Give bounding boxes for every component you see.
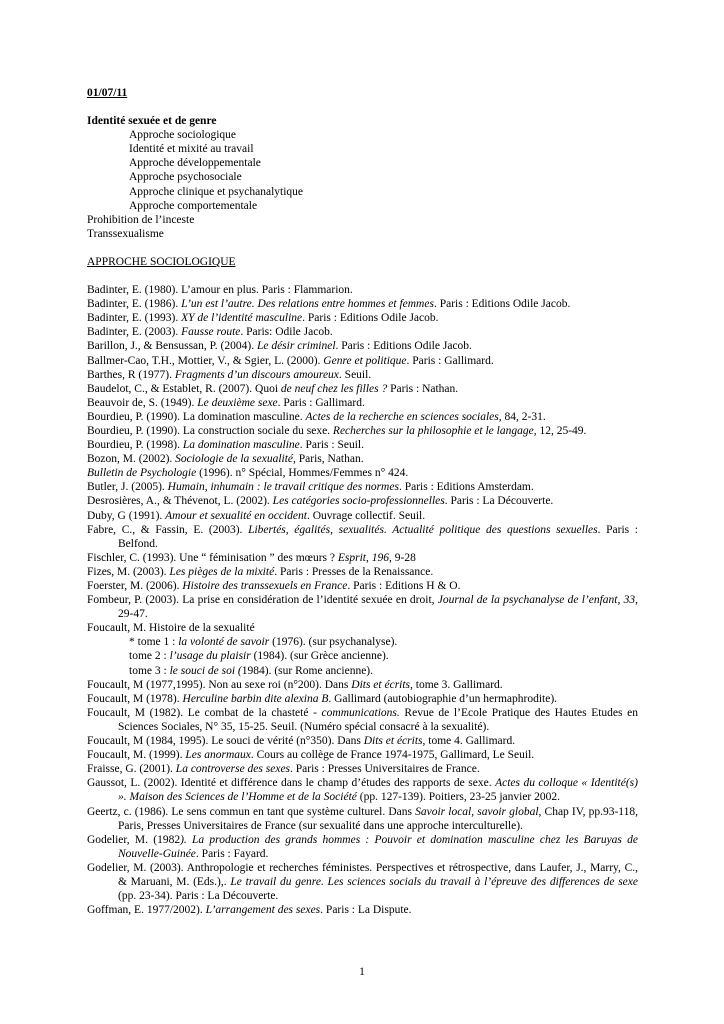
reference-segment: L’arrangement des sexes (205, 904, 321, 917)
section-heading: APPROCHE SOCIOLOGIQUE (87, 255, 236, 268)
reference-entry (87, 579, 638, 593)
reference-entry (87, 424, 638, 438)
toc-sub-item: Approche développementale (129, 157, 261, 170)
reference-segment: Sociologie de la sexualité (175, 453, 294, 466)
page-number: 1 (359, 966, 365, 978)
reference-segment: Goffman, E. 1977/2002). (87, 904, 206, 917)
reference-entry (87, 297, 638, 311)
reference-segment: Humain, inhumain : le travail critique des normes (167, 481, 399, 494)
reference-entry (87, 523, 638, 551)
reference-segment: . Paris : Gallimard. (406, 354, 494, 367)
reference-entry (87, 368, 638, 382)
reference-segment: , 9-28 (389, 551, 416, 564)
reference-segment: Bourdieu, P. (1998). (87, 439, 183, 452)
reference-segment: l’usage du plaisir (169, 650, 251, 663)
reference-segment: . Paris : La Dispute. (320, 904, 412, 917)
reference-entry (87, 480, 638, 494)
reference-segment: Le deuxième sexe (197, 396, 278, 409)
reference-segment: . Paris : Belfond. (118, 523, 638, 550)
toc-sub-item: Identité et mixité au travail (129, 143, 254, 156)
reference-segment: . Paris : Seuil. (299, 439, 364, 452)
reference-segment: . Paris : Editions Odile Jacob. (302, 312, 439, 325)
reference-segment: . Paris : Gallimard. (277, 396, 365, 409)
reference-segment: Barillon, J., & Bensussan, P. (2004). (87, 340, 257, 353)
reference-entry (87, 325, 638, 339)
reference-segment: Foucault, M. (1999). (87, 749, 186, 762)
reference-segment: la volonté de savoir (178, 636, 270, 649)
reference-entry (87, 354, 638, 368)
reference-entry (87, 621, 638, 635)
document-date: 01/07/11 (87, 87, 128, 99)
reference-segment: Les catégories socio-professionnelles (272, 495, 445, 508)
reference-segment: Libertés, égalités, sexualités. Actualité politique des questions sexuelles (248, 523, 598, 536)
reference-segment: , 84, 2-31. (498, 410, 546, 423)
toc-sub-item: Approche psychosociale (129, 171, 242, 184)
reference-segment: (pp. 127-139). Poitiers, 23-25 janvier 2002. (356, 791, 561, 804)
reference-segment: Paris : Nathan. (387, 382, 459, 395)
reference-segment: 1984). (sur Rome ancienne). (241, 664, 374, 677)
reference-segment: Geertz, c. (1986). Le sens commun en tant que système culturel. Dans (87, 805, 416, 818)
reference-entry (87, 861, 638, 903)
reference-segment: tome 2 : (129, 650, 170, 663)
reference-entry (87, 339, 638, 353)
reference-segment: Dits et écrits (351, 678, 411, 691)
reference-entry (87, 593, 638, 621)
reference-segment: Bourdieu, P. (1990). La domination masculine. (87, 410, 306, 423)
reference-segment: Foerster, M. (2006). (87, 580, 183, 592)
reference-segment: . Gallimard (autobiographie d’un hermaphrodite). (328, 692, 558, 705)
reference-segment: 196 (371, 551, 390, 564)
reference-segment: * tome 1 : (129, 636, 179, 649)
reference-segment: Revue de l’Ecole Pratique des Hautes Etudes en Sciences Sociales, N° 35, 15-25. Seuil. (Numéro spécial consacré à la sexualité). (118, 706, 638, 733)
reference-entry (87, 678, 638, 692)
reference-entry (87, 509, 638, 523)
reference-segment: Barthes, R (1977). (87, 368, 175, 381)
reference-entry (87, 776, 638, 804)
reference-segment: Dits et écrits (363, 735, 423, 748)
reference-segment: Fizes, M. (2003). (87, 565, 170, 578)
reference-segment: (pp. 23-34). Paris : La Découverte. (118, 890, 279, 903)
reference-segment: Baudelot, C., & Establet, R. (2007). Quoi (87, 382, 281, 395)
reference-segment: . Seuil. (338, 368, 372, 381)
toc-sub-item: Approche sociologique (129, 129, 236, 142)
reference-segment: Foucault, M (1978). (87, 692, 183, 705)
reference-segment: Bourdieu, P. (1990). La construction sociale du sexe. (87, 424, 333, 437)
reference-segment: Badinter, E. (1993). (87, 312, 182, 325)
reference-segment: Bulletin de Psychologie (87, 467, 197, 480)
reference-list (87, 283, 638, 635)
reference-segment: Savoir local, savoir global (415, 805, 539, 818)
reference-segment: Butler, J. (2005). (87, 481, 168, 494)
reference-segment: . Paris : Presses Universitaires de France. (290, 763, 480, 776)
reference-segment: Duby, G (1991). (87, 509, 166, 522)
reference-segment: , 12, 25-49. (533, 424, 587, 437)
reference-segment: Les pièges de la mixité (169, 565, 275, 578)
reference-segment: Les anormaux (185, 749, 251, 762)
reference-segment: . Paris : La Découverte. (444, 495, 554, 508)
reference-segment: , tome 4. Gallimard. (422, 735, 516, 748)
toc-item: Transsexualisme (87, 227, 164, 240)
reference-entry (87, 833, 638, 861)
reference-entry (87, 283, 638, 297)
reference-segment: , Chap IV, pp.93-118, Paris, Presses Universitaires de France (sur sexualité dans une approche interculturelle). (118, 805, 638, 832)
reference-segment: tome 3 : (129, 664, 170, 677)
reference-segment: . Paris : Fayard. (195, 847, 269, 860)
reference-segment: , Paris, Nathan. (293, 453, 364, 466)
reference-segment: Journal de la psychanalyse de l’enfant, 33 (437, 594, 636, 607)
toc-sub-list (87, 128, 638, 213)
reference-segment: Fausse route (181, 326, 241, 339)
volume-entry (87, 635, 638, 649)
toc-item: Prohibition de l’inceste (87, 213, 195, 226)
reference-segment: . Paris : Presses de la Renaissance. (274, 565, 434, 578)
reference-entry (87, 706, 638, 734)
toc-title: Identité sexuée et de genre (87, 115, 217, 128)
reference-list-continued (87, 678, 638, 918)
reference-segment: Beauvoir de, S. (1949). (87, 396, 198, 409)
reference-segment: XY de l’identité masculine (181, 312, 303, 325)
reference-segment: le souci de soi ( (169, 664, 242, 677)
reference-entry (87, 311, 638, 325)
reference-segment: Badinter, E. (1980). L’amour en plus. Paris : Flammarion. (87, 284, 353, 297)
reference-entry (87, 452, 638, 466)
reference-entry (87, 565, 638, 579)
toc-sub-item: Approche clinique et psychanalytique (129, 185, 304, 198)
reference-segment: , tome 3. Gallimard. (410, 678, 503, 691)
reference-segment: Badinter, E. (1986). (87, 298, 182, 311)
reference-entry (87, 692, 638, 706)
reference-segment: . Paris : Editions Odile Jacob. (433, 298, 571, 311)
reference-segment: Fischler, C. (1993). Une “ féminisation ” des mœurs ? (87, 551, 338, 564)
reference-segment: Histoire des transsexuels en France (182, 580, 348, 592)
volume-entry (87, 649, 638, 663)
reference-segment: Foucault, M. Histoire de la sexualité (87, 622, 255, 635)
reference-segment: Actes de la recherche en sciences sociales (305, 410, 499, 423)
reference-segment: La domination masculine (182, 439, 300, 452)
reference-segment: . Cours au collège de France 1974-1975, Gallimard, Le Seuil. (250, 749, 535, 762)
reference-segment: Actes du colloque « Identité(s) ». Maison des Sciences de l’Homme et de la Société (118, 777, 638, 804)
reference-segment: Ballmer-Cao, T.H., Mottier, V., & Sgier, L. (2000). (87, 354, 324, 367)
reference-segment: Godelier, M. (2003). Anthropologie et recherches féministes. Perspectives et rétrospective, dans Laufer, J., Marry, C., & Maruani, M. (Eds.),. (87, 861, 638, 888)
document-page (87, 86, 638, 917)
reference-entry (87, 410, 638, 424)
reference-entry (87, 466, 638, 480)
reference-segment: Foucault, M (1984, 1995). Le souci de vérité (n°350). Dans (87, 735, 364, 748)
reference-segment: Esprit (337, 551, 367, 564)
reference-entry (87, 748, 638, 762)
reference-entry (87, 805, 638, 833)
reference-entry (87, 551, 638, 565)
reference-entry (87, 494, 638, 508)
reference-segment: (1996). n° Spécial, Hommes/Femmes n° 424. (196, 467, 409, 480)
reference-segment: Fombeur, P. (2003). La prise en considération de l’identité sexuée en droit, (87, 594, 438, 607)
reference-segment: Fragments d’un discours amoureux (174, 368, 339, 381)
toc-sub-item: Approche comportementale (129, 199, 258, 212)
reference-segment: Le désir criminel (256, 340, 336, 353)
reference-segment: Genre et politique (323, 354, 407, 367)
reference-segment: Fabre, C., & Fassin, E. (2003). (87, 523, 249, 536)
reference-segment: de neuf chez les filles ? (280, 382, 388, 395)
reference-segment: Herculine barbin dite alexina B (182, 692, 329, 705)
foucault-volumes (87, 635, 638, 677)
reference-segment: . Paris : Editions Amsterdam. (398, 481, 534, 494)
reference-segment: (1976). (sur psychanalyse). (269, 636, 398, 649)
reference-segment: L’un est l’autre. Des relations entre hommes et femmes (181, 298, 434, 311)
reference-entry (87, 903, 638, 917)
reference-segment: Godelier, M. (1982 (87, 833, 181, 846)
volume-entry (87, 664, 638, 678)
reference-segment: (1984). (sur Grèce ancienne). (250, 650, 389, 663)
reference-segment: . Paris : Editions Odile Jacob. (335, 340, 472, 353)
toc-list (87, 213, 638, 241)
reference-segment: . Paris: Odile Jacob. (240, 326, 333, 339)
reference-segment: ). La production des grands hommes : Pouvoir et domination masculine chez les Baruyas de Nouvelle-Guinée (118, 833, 639, 860)
reference-segment: Recherches sur la philosophie et le langage (332, 424, 534, 437)
reference-segment: Amour et sexualité en occident (165, 509, 307, 522)
reference-segment: Gaussot, L. (2002). Identité et différence dans le champ d’études des rapports de sexe. (87, 777, 496, 790)
reference-segment: , (366, 551, 372, 564)
reference-segment: Le travail du genre. Les sciences socials du travail à l’épreuve des differences de sexe (230, 875, 638, 888)
reference-entry (87, 762, 638, 776)
reference-segment: communications. (321, 706, 400, 719)
reference-segment: Desrosières, A., & Thévenot, L. (2002). (87, 495, 273, 508)
reference-segment: La controverse des sexes (175, 763, 291, 776)
reference-segment: Foucault, M (1977,1995). Non au sexe roi (n°200). Dans (87, 678, 352, 691)
reference-entry (87, 382, 638, 396)
reference-segment: . Ouvrage collectif. Seuil. (306, 509, 426, 522)
reference-entry (87, 396, 638, 410)
reference-entry (87, 734, 638, 748)
reference-entry (87, 438, 638, 452)
reference-segment: Badinter, E. (2003). (87, 326, 182, 339)
reference-segment: Fraisse, G. (2001). (87, 763, 176, 776)
reference-segment: . Paris : Editions H & O. (347, 580, 461, 592)
reference-segment: Foucault, M (1982). Le combat de la chasteté - (87, 706, 322, 719)
reference-segment: Bozon, M. (2002). (87, 453, 176, 466)
reference-segment: , 29-47. (118, 594, 638, 621)
